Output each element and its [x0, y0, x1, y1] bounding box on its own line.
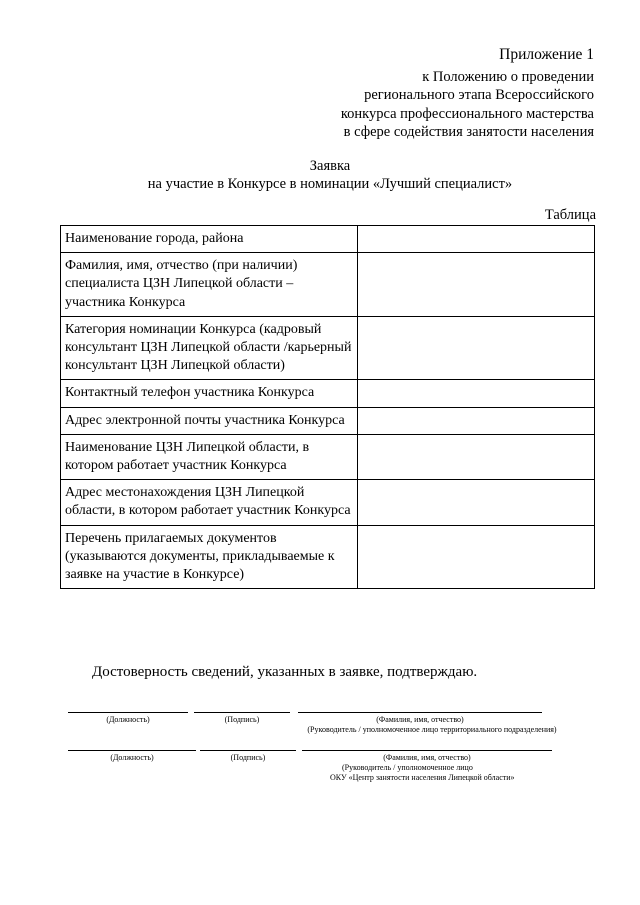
signature-line: [194, 712, 290, 713]
position-caption: (Должность): [110, 753, 154, 762]
name-caption: (Фамилия, имя, отчество): [383, 753, 471, 762]
role-caption: (Руководитель / уполномоченное лицо территориального подразделения): [307, 725, 557, 734]
row-label: Фамилия, имя, отчество (при наличии) специалиста ЦЗН Липецкой области – участника Конкурса: [61, 253, 358, 317]
signature-line: [200, 750, 296, 751]
table-row: [61, 480, 595, 525]
row-value-cell: [358, 407, 595, 434]
name-line: [298, 712, 542, 713]
table-row: [61, 434, 595, 479]
document-heading: [0, 157, 640, 193]
table-row: [61, 226, 595, 253]
row-value-cell: [358, 316, 595, 380]
signature-caption: (Подпись): [230, 753, 266, 762]
table-row: [61, 253, 595, 317]
row-label: Адрес электронной почты участника Конкурса: [61, 407, 358, 434]
name-line: [302, 750, 552, 751]
appendix-line: конкурса профессионального мастерства: [340, 105, 594, 122]
row-label: Адрес местонахождения ЦЗН Липецкой области, в котором работает участник Конкурса: [61, 480, 358, 525]
row-value-cell: [358, 525, 595, 589]
table-row: [61, 525, 595, 589]
row-value-cell: [358, 253, 595, 317]
position-line: [68, 712, 188, 713]
application-table: [60, 225, 595, 589]
table-label: Таблица: [544, 207, 596, 223]
table-row: [61, 316, 595, 380]
signature-caption: (Подпись): [224, 715, 260, 724]
appendix-line: регионального этапа Всероссийского: [364, 87, 594, 103]
table-row: [61, 380, 595, 407]
row-value-cell: [358, 380, 595, 407]
role-caption: (Руководитель / уполномоченное лицо: [342, 763, 473, 772]
row-label: Наименование города, района: [61, 226, 358, 253]
confirmation-text: Достоверность сведений, указанных в заявке, подтверждаю.: [92, 664, 478, 680]
row-value-cell: [358, 226, 595, 253]
appendix-header: [264, 46, 594, 142]
row-value-cell: [358, 434, 595, 479]
row-value-cell: [358, 480, 595, 525]
appendix-title: Приложение 1: [499, 46, 594, 63]
row-label: Контактный телефон участника Конкурса: [61, 380, 358, 407]
organization-caption: ОКУ «Центр занятости населения Липецкой области»: [330, 773, 515, 782]
document-title: Заявка: [309, 158, 351, 174]
appendix-line: в сфере содействия занятости населения: [343, 124, 594, 140]
name-caption: (Фамилия, имя, отчество): [376, 715, 464, 724]
row-label: Наименование ЦЗН Липецкой области, в котором работает участник Конкурса: [61, 434, 358, 479]
table-row: [61, 407, 595, 434]
position-caption: (Должность): [106, 715, 150, 724]
row-label: Перечень прилагаемых документов (указываются документы, прикладываемые к заявке на участие в Конкурсе): [61, 525, 358, 589]
document-subtitle: на участие в Конкурсе в номинации «Лучший специалист»: [147, 176, 513, 192]
row-label: Категория номинации Конкурса (кадровый консультант ЦЗН Липецкой области /карьерный консультант ЦЗН Липецкой области): [61, 316, 358, 380]
position-line: [68, 750, 196, 751]
appendix-line: к Положению о проведении: [422, 68, 594, 85]
